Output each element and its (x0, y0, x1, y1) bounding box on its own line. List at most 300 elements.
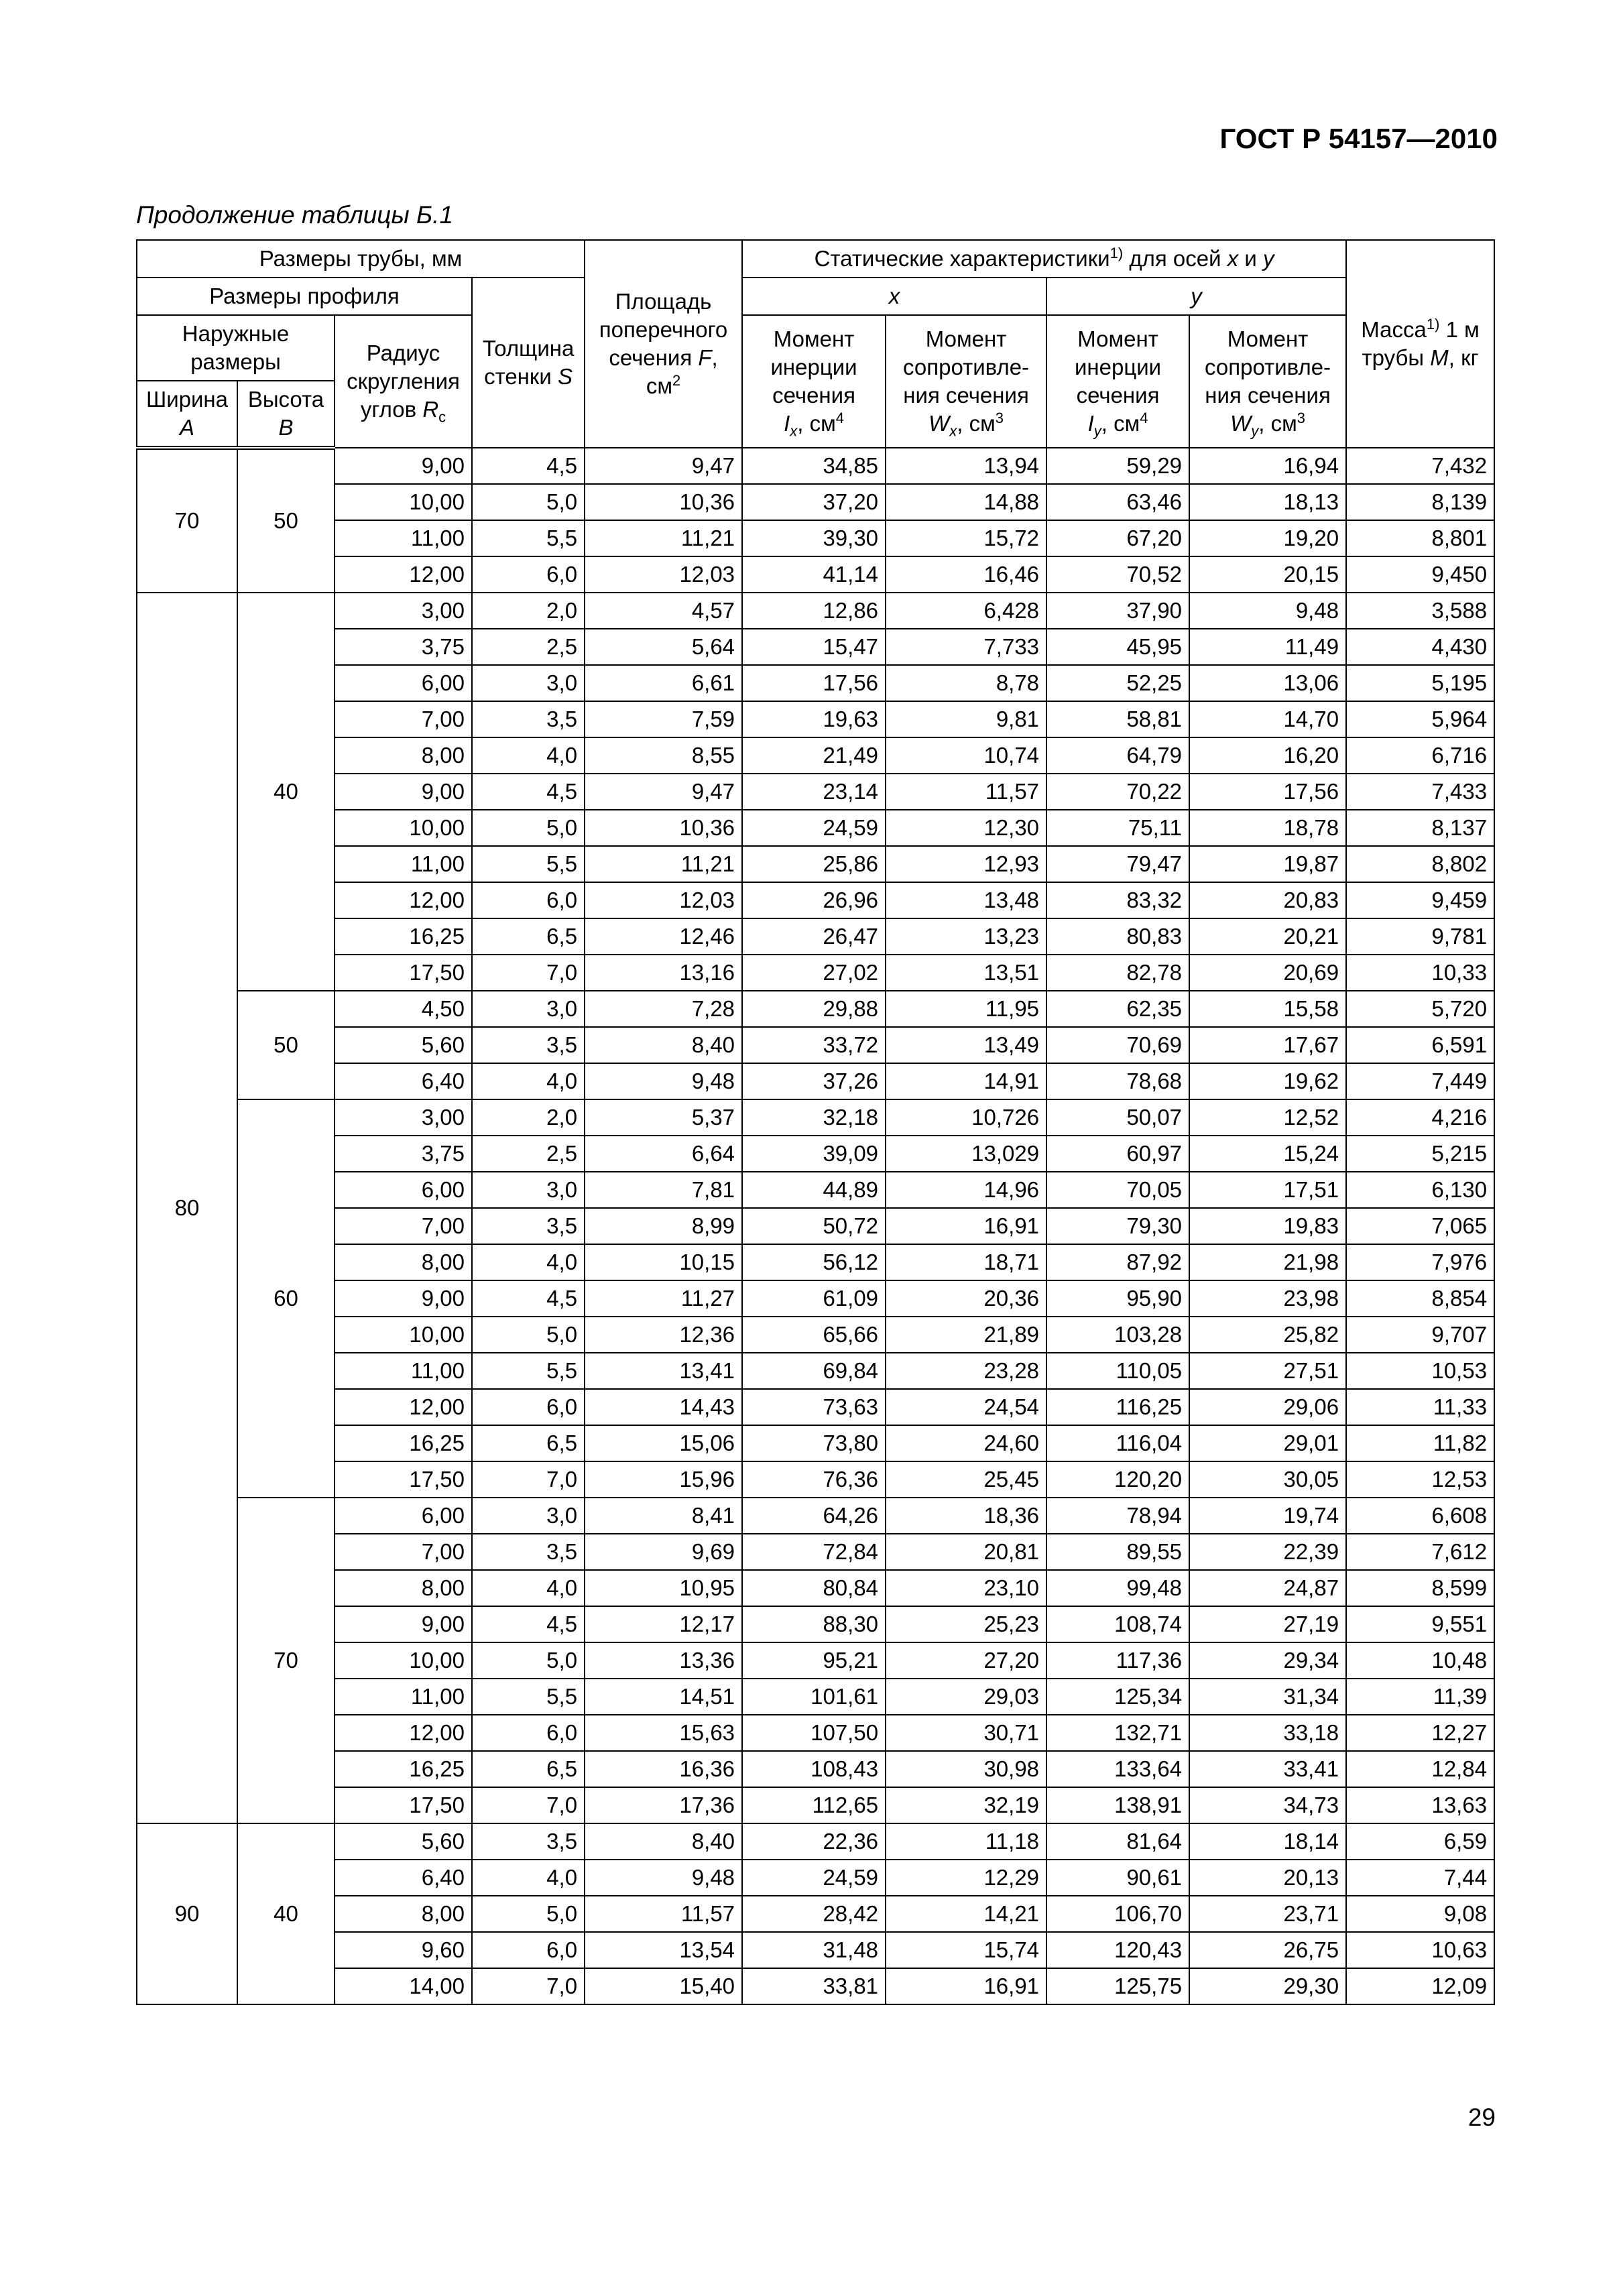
thickness-cell: 4,0 (472, 1063, 585, 1099)
iy-cell: 99,48 (1046, 1570, 1189, 1606)
iy-cell: 78,68 (1046, 1063, 1189, 1099)
thickness-cell: 5,0 (472, 484, 585, 520)
table-row (137, 484, 1494, 520)
iy-cell: 116,25 (1046, 1389, 1189, 1425)
ix-cell: 64,26 (742, 1498, 886, 1534)
header-wy-label: Момент сопротивле- ния сечения (1205, 326, 1331, 408)
table-row (137, 1027, 1494, 1063)
header-wx: Момент сопротивле- ния сечения $W_x$, $см^3$ (886, 315, 1046, 448)
iy-cell: 70,69 (1046, 1027, 1189, 1063)
wx-cell: 14,21 (886, 1896, 1046, 1932)
table-row (137, 955, 1494, 991)
header-ix-symbol: I (784, 411, 790, 436)
ix-cell: 72,84 (742, 1534, 886, 1570)
thickness-cell: 3,5 (472, 1534, 585, 1570)
iy-cell: 106,70 (1046, 1896, 1189, 1932)
wx-cell: 6,428 (886, 593, 1046, 629)
wx-cell: 15,72 (886, 520, 1046, 556)
wx-cell: 8,78 (886, 665, 1046, 701)
table-row (137, 1823, 1494, 1860)
wx-cell: 10,74 (886, 737, 1046, 774)
iy-cell: 60,97 (1046, 1136, 1189, 1172)
radius-cell: 16,25 (335, 1425, 472, 1461)
mass-cell: 10,48 (1346, 1642, 1494, 1679)
area-cell: 10,36 (585, 484, 742, 520)
iy-cell: 120,20 (1046, 1461, 1189, 1498)
header-iy-unit: см (1114, 411, 1140, 436)
ix-cell: 15,47 (742, 629, 886, 665)
area-cell: 12,36 (585, 1317, 742, 1353)
table-row (137, 774, 1494, 810)
header-mass: Масса$^{1)}$ 1 м трубы M, кг (1346, 240, 1494, 448)
ix-cell: 39,30 (742, 520, 886, 556)
ix-cell: 31,48 (742, 1932, 886, 1968)
mass-cell: 9,08 (1346, 1896, 1494, 1932)
iy-cell: 80,83 (1046, 918, 1189, 955)
iy-cell: 125,75 (1046, 1968, 1189, 2004)
area-cell: 14,43 (585, 1389, 742, 1425)
thickness-cell: 6,0 (472, 556, 585, 593)
mass-cell: 6,59 (1346, 1823, 1494, 1860)
header-static-footnote: 1) (1109, 245, 1124, 261)
thickness-cell: 6,5 (472, 1425, 585, 1461)
area-cell: 14,51 (585, 1679, 742, 1715)
ix-cell: 33,72 (742, 1027, 886, 1063)
thickness-cell: 4,5 (472, 774, 585, 810)
mass-cell: 6,608 (1346, 1498, 1494, 1534)
header-height-label: Высота (247, 387, 324, 412)
wy-cell: 18,13 (1189, 484, 1346, 520)
wx-cell: 15,74 (886, 1932, 1046, 1968)
area-cell: 8,40 (585, 1823, 742, 1860)
wx-cell: 29,03 (886, 1679, 1046, 1715)
area-cell: 9,48 (585, 1063, 742, 1099)
iy-cell: 75,11 (1046, 810, 1189, 846)
header-radius-subscript: c (438, 408, 446, 426)
wy-cell: 21,98 (1189, 1244, 1346, 1280)
wx-cell: 24,54 (886, 1389, 1046, 1425)
radius-cell: 8,00 (335, 737, 472, 774)
iy-cell: 62,35 (1046, 991, 1189, 1027)
iy-cell: 95,90 (1046, 1280, 1189, 1317)
radius-cell: 6,00 (335, 1498, 472, 1534)
mass-cell: 9,450 (1346, 556, 1494, 593)
radius-cell: 5,60 (335, 1027, 472, 1063)
table-row (137, 882, 1494, 918)
radius-cell: 12,00 (335, 556, 472, 593)
iy-cell: 138,91 (1046, 1787, 1189, 1823)
height-cell: 40 (237, 1823, 335, 2004)
radius-cell: 16,25 (335, 918, 472, 955)
radius-cell: 12,00 (335, 1389, 472, 1425)
ix-cell: 108,43 (742, 1751, 886, 1787)
height-cell: 60 (237, 1099, 335, 1498)
iy-cell: 52,25 (1046, 665, 1189, 701)
table-row (137, 1389, 1494, 1425)
header-thickness-label: Толщина стенки (482, 336, 575, 389)
thickness-cell: 6,0 (472, 1932, 585, 1968)
mass-cell: 11,33 (1346, 1389, 1494, 1425)
wx-cell: 13,49 (886, 1027, 1046, 1063)
wx-cell: 14,96 (886, 1172, 1046, 1208)
wx-cell: 9,81 (886, 701, 1046, 737)
header-area: Площадь поперечного сечения F, $см^2$ (585, 240, 742, 448)
header-static-axes: для осей (1129, 246, 1221, 271)
radius-cell: 10,00 (335, 810, 472, 846)
header-profile-sizes: Размеры профиля (137, 278, 472, 315)
ix-cell: 69,84 (742, 1353, 886, 1389)
thickness-cell: 7,0 (472, 955, 585, 991)
mass-cell: 5,964 (1346, 701, 1494, 737)
thickness-cell: 6,5 (472, 918, 585, 955)
header-height (237, 381, 335, 448)
radius-cell: 9,60 (335, 1932, 472, 1968)
wy-cell: 20,69 (1189, 955, 1346, 991)
ix-cell: 21,49 (742, 737, 886, 774)
header-static-axis-x: x (1227, 246, 1239, 271)
wy-cell: 17,67 (1189, 1027, 1346, 1063)
wx-cell: 11,57 (886, 774, 1046, 810)
ix-cell: 80,84 (742, 1570, 886, 1606)
ix-cell: 12,86 (742, 593, 886, 629)
mass-cell: 7,065 (1346, 1208, 1494, 1244)
ix-cell: 34,85 (742, 448, 886, 484)
header-axis-x: x (742, 278, 1046, 315)
header-mass-label: Масса (1361, 317, 1427, 342)
wy-cell: 15,24 (1189, 1136, 1346, 1172)
iy-cell: 83,32 (1046, 882, 1189, 918)
iy-cell: 37,90 (1046, 593, 1189, 629)
mass-cell: 6,591 (1346, 1027, 1494, 1063)
mass-cell: 13,63 (1346, 1787, 1494, 1823)
area-cell: 8,41 (585, 1498, 742, 1534)
area-cell: 9,48 (585, 1860, 742, 1896)
wy-cell: 12,52 (1189, 1099, 1346, 1136)
thickness-cell: 5,5 (472, 1353, 585, 1389)
wx-cell: 30,71 (886, 1715, 1046, 1751)
wy-cell: 33,18 (1189, 1715, 1346, 1751)
wx-cell: 11,95 (886, 991, 1046, 1027)
thickness-cell: 6,5 (472, 1751, 585, 1787)
thickness-cell: 5,0 (472, 1642, 585, 1679)
thickness-cell: 3,0 (472, 1498, 585, 1534)
table-body (137, 448, 1494, 2004)
thickness-cell: 7,0 (472, 1787, 585, 1823)
radius-cell: 6,00 (335, 1172, 472, 1208)
mass-cell: 12,09 (1346, 1968, 1494, 2004)
radius-cell: 12,00 (335, 1715, 472, 1751)
wx-cell: 25,45 (886, 1461, 1046, 1498)
width-cell: 90 (137, 1823, 237, 2004)
area-cell: 6,64 (585, 1136, 742, 1172)
wy-cell: 14,70 (1189, 701, 1346, 737)
header-static-characteristics (742, 240, 1346, 278)
iy-cell: 64,79 (1046, 737, 1189, 774)
radius-cell: 10,00 (335, 1642, 472, 1679)
ix-cell: 25,86 (742, 846, 886, 882)
thickness-cell: 3,0 (472, 991, 585, 1027)
ix-cell: 95,21 (742, 1642, 886, 1679)
mass-cell: 6,716 (1346, 737, 1494, 774)
mass-cell: 5,215 (1346, 1136, 1494, 1172)
radius-cell: 11,00 (335, 520, 472, 556)
thickness-cell: 2,0 (472, 1099, 585, 1136)
mass-cell: 8,802 (1346, 846, 1494, 882)
area-cell: 13,54 (585, 1932, 742, 1968)
wx-cell: 24,60 (886, 1425, 1046, 1461)
iy-cell: 70,52 (1046, 556, 1189, 593)
ix-cell: 56,12 (742, 1244, 886, 1280)
ix-cell: 37,26 (742, 1063, 886, 1099)
table-row (137, 1679, 1494, 1715)
wy-cell: 15,58 (1189, 991, 1346, 1027)
wx-cell: 14,91 (886, 1063, 1046, 1099)
ix-cell: 39,09 (742, 1136, 886, 1172)
ix-cell: 41,14 (742, 556, 886, 593)
thickness-cell: 3,5 (472, 1823, 585, 1860)
header-iy-label: Момент инерции сечения (1074, 326, 1162, 408)
header-width-label: Ширина (145, 387, 229, 412)
header-iy-unit-power: 4 (1140, 410, 1148, 426)
header-wy-subscript: y (1251, 422, 1259, 440)
wx-cell: 23,28 (886, 1353, 1046, 1389)
area-cell: 7,28 (585, 991, 742, 1027)
thickness-cell: 7,0 (472, 1461, 585, 1498)
mass-cell: 5,195 (1346, 665, 1494, 701)
thickness-cell: 5,0 (472, 810, 585, 846)
header-wx-symbol: W (928, 411, 950, 436)
table-row (137, 556, 1494, 593)
wy-cell: 19,83 (1189, 1208, 1346, 1244)
thickness-cell: 4,5 (472, 1280, 585, 1317)
area-cell: 8,55 (585, 737, 742, 774)
thickness-cell: 3,0 (472, 1172, 585, 1208)
wy-cell: 34,73 (1189, 1787, 1346, 1823)
ix-cell: 50,72 (742, 1208, 886, 1244)
table-row (137, 1425, 1494, 1461)
table-row (137, 1968, 1494, 2004)
wx-cell: 13,23 (886, 918, 1046, 955)
iy-cell: 70,05 (1046, 1172, 1189, 1208)
radius-cell: 3,75 (335, 1136, 472, 1172)
header-wx-unit-power: 3 (995, 410, 1004, 426)
area-cell: 11,21 (585, 520, 742, 556)
wy-cell: 20,83 (1189, 882, 1346, 918)
iy-cell: 45,95 (1046, 629, 1189, 665)
thickness-cell: 2,5 (472, 1136, 585, 1172)
ix-cell: 61,09 (742, 1280, 886, 1317)
area-cell: 13,16 (585, 955, 742, 991)
mass-cell: 4,216 (1346, 1099, 1494, 1136)
iy-cell: 81,64 (1046, 1823, 1189, 1860)
mass-cell: 9,781 (1346, 918, 1494, 955)
area-cell: 10,95 (585, 1570, 742, 1606)
header-outer-sizes: Наружные размеры (137, 315, 335, 381)
area-cell: 4,57 (585, 593, 742, 629)
header-iy: Момент инерции сечения $I_y$, $см^4$ (1046, 315, 1189, 448)
header-ix-unit-power: 4 (835, 410, 845, 426)
header-ix-label: Момент инерции сечения (770, 326, 857, 408)
area-cell: 12,46 (585, 918, 742, 955)
wy-cell: 26,75 (1189, 1932, 1346, 1968)
radius-cell: 9,00 (335, 448, 472, 484)
thickness-cell: 5,5 (472, 520, 585, 556)
wy-cell: 17,51 (1189, 1172, 1346, 1208)
wy-cell: 23,71 (1189, 1896, 1346, 1932)
ix-cell: 76,36 (742, 1461, 886, 1498)
area-cell: 13,41 (585, 1353, 742, 1389)
ix-cell: 73,63 (742, 1389, 886, 1425)
header-wy: Момент сопротивле- ния сечения $W_y$, $см^3$ (1189, 315, 1346, 448)
mass-cell: 5,720 (1346, 991, 1494, 1027)
wy-cell: 29,30 (1189, 1968, 1346, 2004)
area-cell: 10,36 (585, 810, 742, 846)
table-row (137, 1280, 1494, 1317)
radius-cell: 12,00 (335, 882, 472, 918)
area-cell: 11,57 (585, 1896, 742, 1932)
header-pipe-sizes: Размеры трубы, мм (137, 240, 585, 278)
height-cell: 50 (237, 448, 335, 593)
area-cell: 10,15 (585, 1244, 742, 1280)
height-cell: 70 (237, 1498, 335, 1823)
mass-cell: 9,459 (1346, 882, 1494, 918)
wy-cell: 27,19 (1189, 1606, 1346, 1642)
header-iy-symbol: I (1087, 411, 1094, 436)
mass-cell: 7,612 (1346, 1534, 1494, 1570)
wy-cell: 24,87 (1189, 1570, 1346, 1606)
wy-cell: 16,20 (1189, 737, 1346, 774)
thickness-cell: 4,5 (472, 448, 585, 484)
thickness-cell: 6,0 (472, 882, 585, 918)
thickness-cell: 4,0 (472, 1570, 585, 1606)
header-static-label: Статические характеристики (814, 246, 1110, 271)
area-cell: 17,36 (585, 1787, 742, 1823)
ix-cell: 44,89 (742, 1172, 886, 1208)
wx-cell: 10,726 (886, 1099, 1046, 1136)
header-iy-subscript: y (1093, 422, 1101, 440)
table-row (137, 1461, 1494, 1498)
wy-cell: 25,82 (1189, 1317, 1346, 1353)
header-wx-unit: см (969, 411, 996, 436)
thickness-cell: 4,5 (472, 1606, 585, 1642)
thickness-cell: 5,5 (472, 1679, 585, 1715)
table-row (137, 1498, 1494, 1534)
table-row (137, 1606, 1494, 1642)
radius-cell: 6,40 (335, 1860, 472, 1896)
table-row (137, 665, 1494, 701)
wy-cell: 9,48 (1189, 593, 1346, 629)
iy-cell: 58,81 (1046, 701, 1189, 737)
wy-cell: 20,21 (1189, 918, 1346, 955)
mass-cell: 6,130 (1346, 1172, 1494, 1208)
page-number: 29 (1467, 2104, 1496, 2131)
thickness-cell: 3,5 (472, 1208, 585, 1244)
mass-cell: 7,976 (1346, 1244, 1494, 1280)
wx-cell: 16,91 (886, 1208, 1046, 1244)
radius-cell: 10,00 (335, 484, 472, 520)
wy-cell: 20,15 (1189, 556, 1346, 593)
area-cell: 5,37 (585, 1099, 742, 1136)
table-row (137, 448, 1494, 484)
header-mass-unit: кг (1461, 345, 1479, 370)
table-row (137, 918, 1494, 955)
wy-cell: 29,06 (1189, 1389, 1346, 1425)
header-axis-y: y (1046, 278, 1346, 315)
iy-cell: 103,28 (1046, 1317, 1189, 1353)
wx-cell: 13,94 (886, 448, 1046, 484)
mass-cell: 3,588 (1346, 593, 1494, 629)
header-radius-symbol: R (422, 397, 439, 422)
width-cell: 70 (137, 448, 237, 593)
mass-cell: 7,44 (1346, 1860, 1494, 1896)
wy-cell: 19,87 (1189, 846, 1346, 882)
radius-cell: 9,00 (335, 1280, 472, 1317)
header-width (137, 381, 237, 448)
wy-cell: 19,62 (1189, 1063, 1346, 1099)
radius-cell: 7,00 (335, 1208, 472, 1244)
table-row (137, 810, 1494, 846)
wx-cell: 16,46 (886, 556, 1046, 593)
radius-cell: 7,00 (335, 1534, 472, 1570)
wy-cell: 17,56 (1189, 774, 1346, 810)
mass-cell: 8,599 (1346, 1570, 1494, 1606)
mass-cell: 11,82 (1346, 1425, 1494, 1461)
radius-cell: 3,00 (335, 1099, 472, 1136)
wy-cell: 27,51 (1189, 1353, 1346, 1389)
ix-cell: 26,96 (742, 882, 886, 918)
area-cell: 8,99 (585, 1208, 742, 1244)
area-cell: 11,21 (585, 846, 742, 882)
table-row (137, 1099, 1494, 1136)
iy-cell: 59,29 (1046, 448, 1189, 484)
wy-cell: 18,14 (1189, 1823, 1346, 1860)
ix-cell: 26,47 (742, 918, 886, 955)
iy-cell: 110,05 (1046, 1353, 1189, 1389)
header-wy-unit-power: 3 (1297, 410, 1306, 426)
height-cell: 50 (237, 991, 335, 1099)
header-thickness (472, 278, 585, 448)
mass-cell: 12,53 (1346, 1461, 1494, 1498)
wy-cell: 33,41 (1189, 1751, 1346, 1787)
table-row (137, 629, 1494, 665)
ix-cell: 101,61 (742, 1679, 886, 1715)
table-header (137, 240, 1494, 448)
table-row (137, 1751, 1494, 1787)
area-cell: 16,36 (585, 1751, 742, 1787)
wx-cell: 25,23 (886, 1606, 1046, 1642)
radius-cell: 14,00 (335, 1968, 472, 2004)
area-cell: 12,03 (585, 882, 742, 918)
radius-cell: 6,00 (335, 665, 472, 701)
radius-cell: 17,50 (335, 1787, 472, 1823)
radius-cell: 16,25 (335, 1751, 472, 1787)
radius-cell: 10,00 (335, 1317, 472, 1353)
mass-cell: 11,39 (1346, 1679, 1494, 1715)
ix-cell: 112,65 (742, 1787, 886, 1823)
thickness-cell: 3,5 (472, 1027, 585, 1063)
area-cell: 15,63 (585, 1715, 742, 1751)
radius-cell: 8,00 (335, 1896, 472, 1932)
header-width-symbol: A (179, 415, 194, 440)
height-cell: 40 (237, 593, 335, 991)
table-row (137, 1570, 1494, 1606)
ix-cell: 65,66 (742, 1317, 886, 1353)
document-code: ГОСТ Р 54157—2010 (1219, 123, 1498, 154)
iy-cell: 108,74 (1046, 1606, 1189, 1642)
wx-cell: 13,51 (886, 955, 1046, 991)
iy-cell: 120,43 (1046, 1932, 1189, 1968)
iy-cell: 125,34 (1046, 1679, 1189, 1715)
